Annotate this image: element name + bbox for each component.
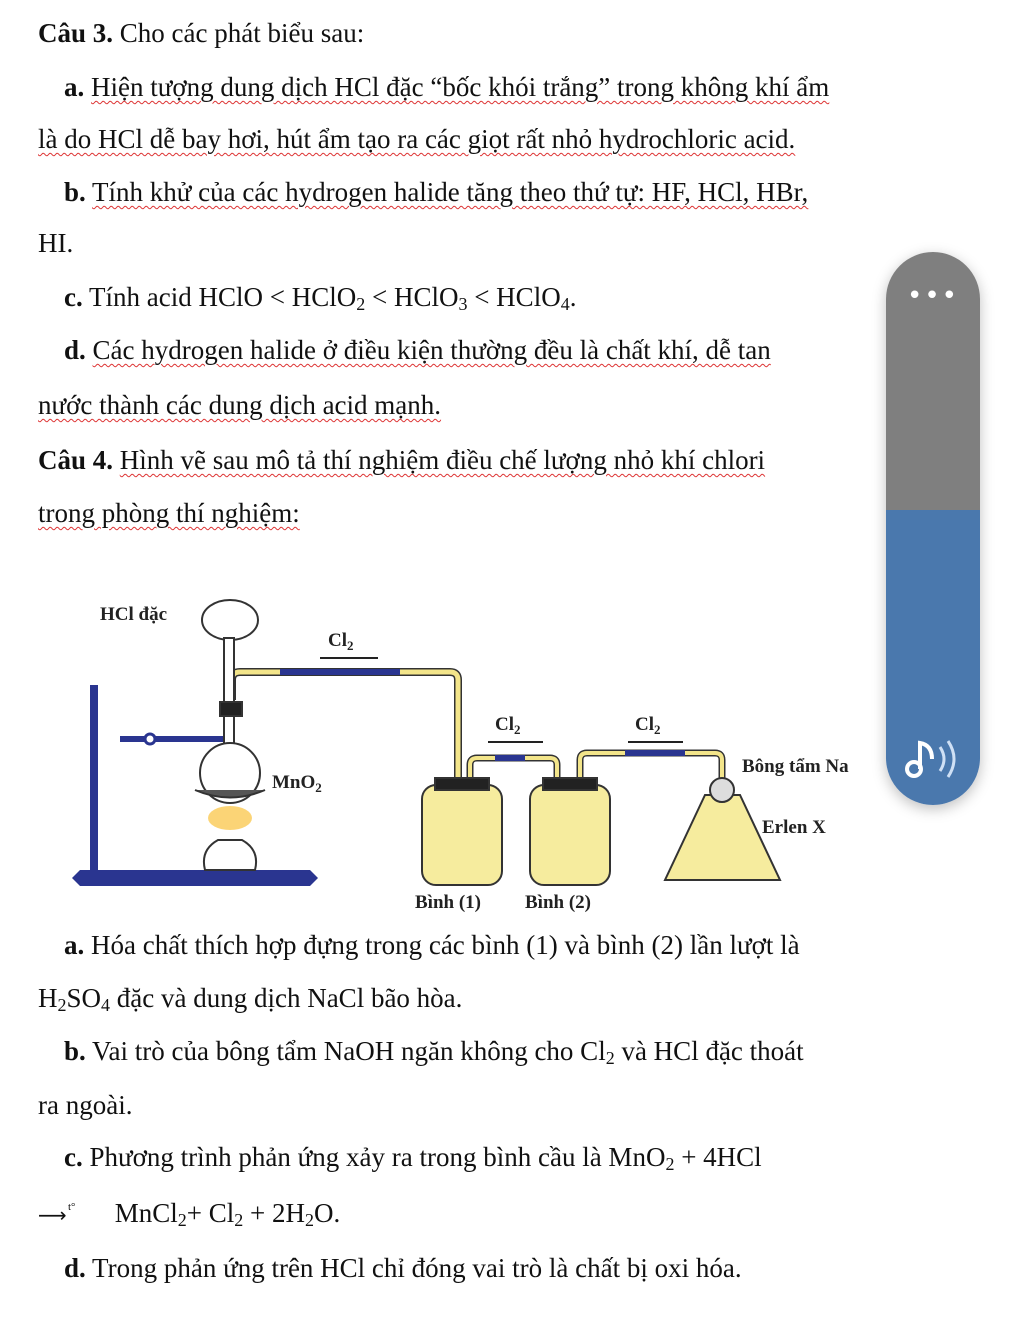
q3-statement-d-cont: nước thành các dung dịch acid mạnh. xyxy=(38,390,442,420)
q3-statement-a-cont: là do HCl dễ bay hơi, hút ẩm tạo ra các giọt rất nhỏ hydrochloric acid. xyxy=(38,124,796,154)
bottles xyxy=(422,778,780,885)
label-erlen: Erlen X xyxy=(762,817,826,838)
floating-audio-widget[interactable] xyxy=(886,252,980,805)
q3-heading: Câu 3. Cho các phát biểu sau: xyxy=(38,18,365,48)
label-binh2: Bình (2) xyxy=(525,892,591,913)
q3-statement-b: b. Tính khử của các hydrogen halide tăng theo thứ tự: HF, HCl, HBr, xyxy=(64,177,809,207)
more-options-icon[interactable]: ••• xyxy=(906,281,959,311)
q4-statement-a: a. Hóa chất thích hợp đựng trong các bình (1) và bình (2) lần lượt là xyxy=(64,930,800,960)
q3-statement-d: d. Các hydrogen halide ở điều kiện thường đều là chất khí, dễ tan xyxy=(64,335,771,365)
chlorine-apparatus-diagram xyxy=(60,590,860,920)
label-binh1: Bình (1) xyxy=(415,892,481,913)
label-mno2: MnO$_2$ xyxy=(272,772,322,795)
q4-statement-a-cont: $H_2SO_4$ đặc và dung dịch NaCl bão hòa. xyxy=(38,983,463,1015)
q4-statement-b-cont: ra ngoài. xyxy=(38,1090,133,1120)
label-cl2-3: $Cl_2$ xyxy=(635,714,661,737)
label-cl2-2: $Cl_2$ xyxy=(495,714,521,737)
reaction-arrow: t° ⟶ xyxy=(38,1201,76,1227)
label-hcl: HCl đặc xyxy=(100,604,168,625)
q4-heading: Câu 4. Hình vẽ sau mô tả thí nghiệm điều chế lượng nhỏ khí chlori xyxy=(38,445,766,475)
q3-statement-b-cont: HI. xyxy=(38,228,74,258)
q4-statement-c-cont: t° ⟶ MnCl$_2$+ $Cl_2 + 2H_2O$. xyxy=(38,1198,341,1230)
q4-heading-cont: trong phòng thí nghiệm: xyxy=(38,498,300,528)
q4-statement-b: b. Vai trò của bông tẩm NaOH ngăn không cho $Cl_2$ và HCl đặc thoát xyxy=(64,1036,804,1068)
q3-statement-a: a. Hiện tượng dung dịch HCl đặc “bốc khói trắng” trong không khí ẩm xyxy=(64,72,830,102)
q4-statement-c: c. Phương trình phản ứng xảy ra trong bình cầu là MnO$_2$ + 4HCl xyxy=(64,1142,762,1174)
q3-statement-c: c. Tính acid HClO < HClO$_2$ < HClO$_3$ < HClO$_4$. xyxy=(64,282,577,314)
q4-statement-d: d. Trong phản ứng trên HCl chỉ đóng vai trò là chất bị oxi hóa. xyxy=(64,1253,742,1283)
label-bong: Bông tẩm Na xyxy=(742,756,849,777)
funnel-and-flask xyxy=(195,600,265,870)
label-cl2-1: $Cl_2$ xyxy=(328,630,354,653)
read-aloud-icon[interactable] xyxy=(904,733,964,783)
